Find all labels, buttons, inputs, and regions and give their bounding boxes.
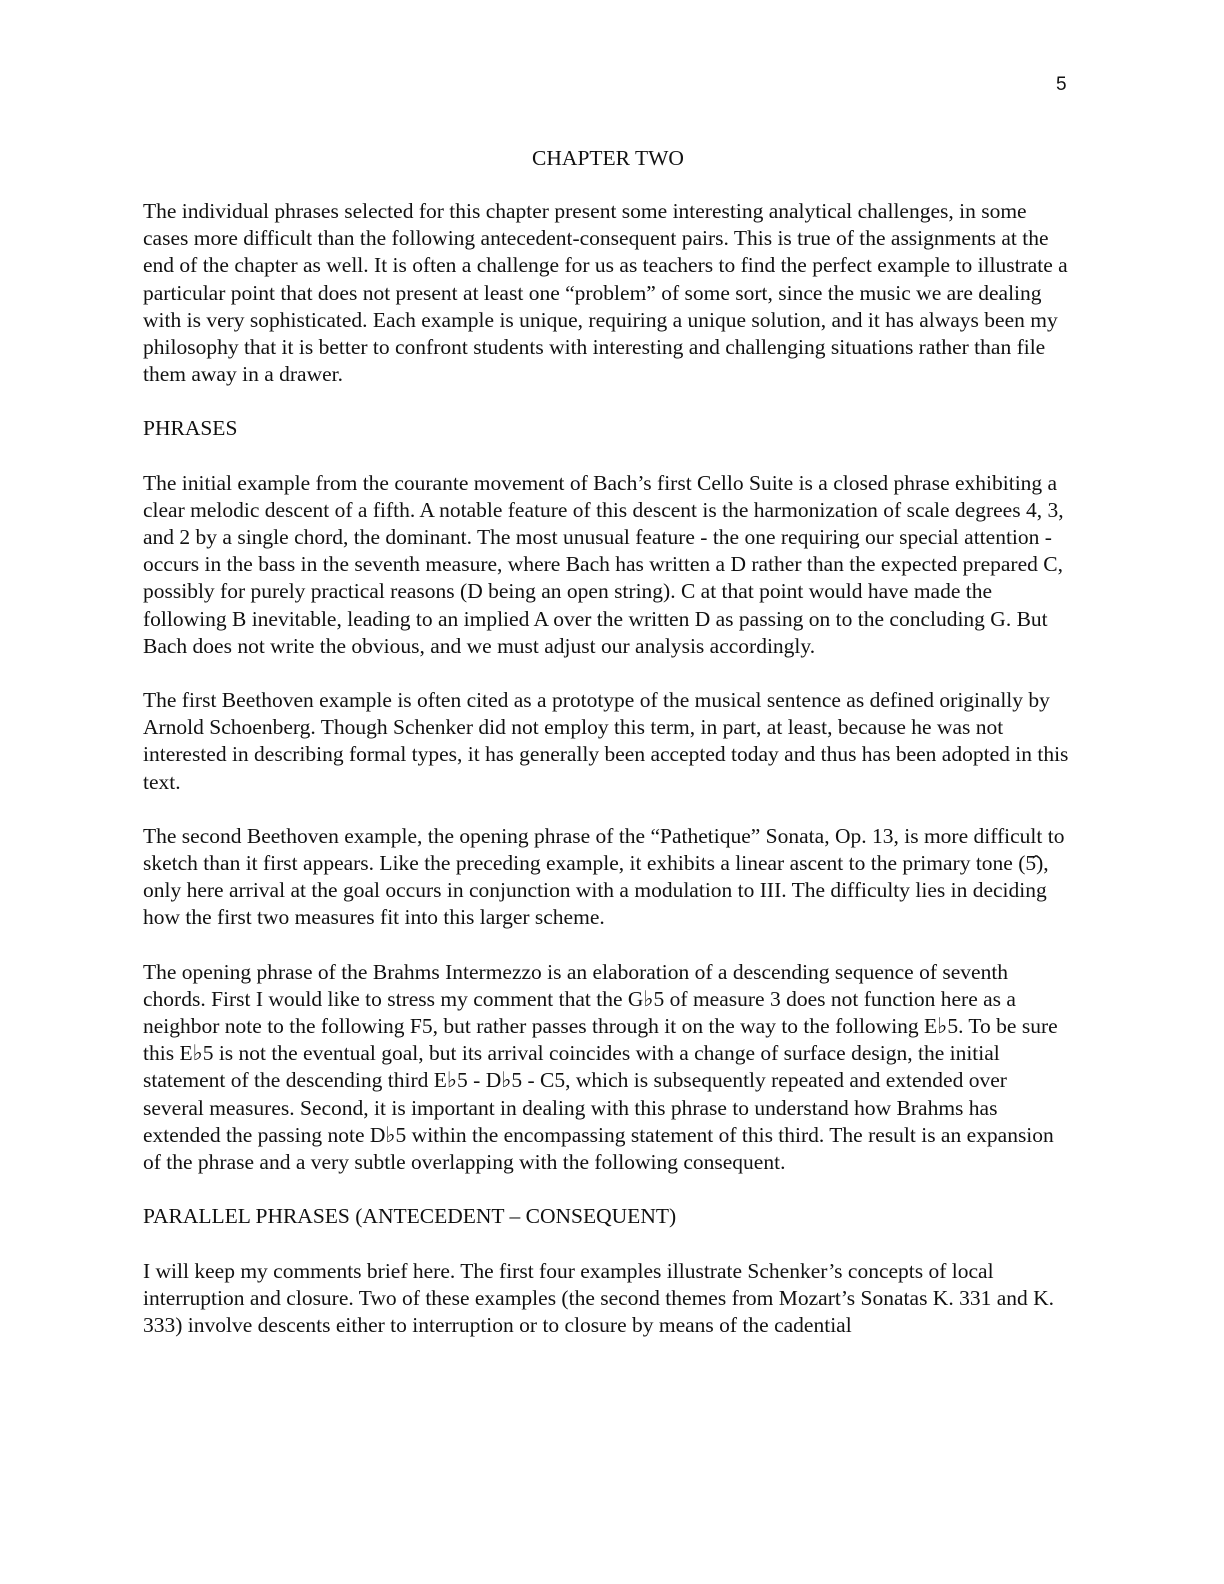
beethoven-second-paragraph: The second Beethoven example, the opening phrase of the “Pathetique” Sonata, Op. 13, is more difficult to sketch than it first appears. Like the preceding example, it exhibits a linear ascent to the primary tone (5̂), only here arrival at the goal occurs in conjunction with a modulation to III. The difficulty lies in deciding how the first two measures fit into this larger scheme. [143, 823, 1065, 930]
parallel-phrases-paragraph: I will keep my comments brief here. The first four examples illustrate Schenker’s concepts of local interruption and closure. Two of these examples (the second themes from Mozart’s Sonatas K. 331 and K. 333) involve descents either to interruption or to closure by means of the cadential [143, 1258, 1055, 1337]
beethoven-first-paragraph: The first Beethoven example is often cited as a prototype of the musical sentence as defined originally by Arnold Schoenberg. Though Schenker did not employ this term, in part, at least, because he was not interested in describing formal types, it has generally been accepted today and thus has been adopted in this text. [143, 688, 1069, 794]
document-body [143, 144, 1073, 1366]
bach-paragraph: The initial example from the courante movement of Bach’s first Cello Suite is a closed phrase exhibiting a clear melodic descent of a fifth. A notable feature of this descent is the harmonization of scale degrees 4, 3, and 2 by a single chord, the dominant. The most unusual feature - the one requiring our special attention - occurs in the bass in the seventh measure, where Bach has written a D rather than the expected prepared C, possibly for purely practical reasons (D being an open string). C at that point would have made the following B inevitable, leading to an implied A over the written D as passing on to the concluding G. But Bach does not write the obvious, and we must adjust our analysis accordingly. [143, 470, 1064, 658]
section-heading-parallel-phrases: PARALLEL PHRASES (ANTECEDENT – CONSEQUENT) [143, 1204, 677, 1229]
section-heading-phrases: PHRASES [143, 416, 238, 441]
chapter-title: CHAPTER TWO [532, 146, 684, 170]
brahms-paragraph: The opening phrase of the Brahms Intermezzo is an elaboration of a descending sequence of seventh chords. First I would like to stress my comment that the G♭5 of measure 3 does not function here as a neighbor note to the following F5, but rather passes through it on the way to the following E♭5. To be sure this E♭5 is not the eventual goal, but its arrival coincides with a change of surface design, the initial statement of the descending third E♭5 - D♭5 - C5, which is subsequently repeated and extended over several measures. Second, it is important in dealing with this phrase to understand how Brahms has extended the passing note D♭5 within the encompassing statement of this third. The result is an expansion of the phrase and a very subtle overlapping with the following consequent. [143, 959, 1058, 1175]
page-number: 5 [1056, 74, 1067, 95]
intro-paragraph: The individual phrases selected for this chapter present some interesting analytical challenges, in some cases more difficult than the following antecedent-consequent pairs. This is true of the assignments at the end of the chapter as well. It is often a challenge for us as teachers to find the perfect example to illustrate a particular point that does not present at least one “problem” of some sort, since the music we are dealing with is very sophisticated. Each example is unique, requiring a unique solution, and it has always been my philosophy that it is better to confront students with interesting and challenging situations rather than file them away in a drawer. [143, 199, 1068, 387]
